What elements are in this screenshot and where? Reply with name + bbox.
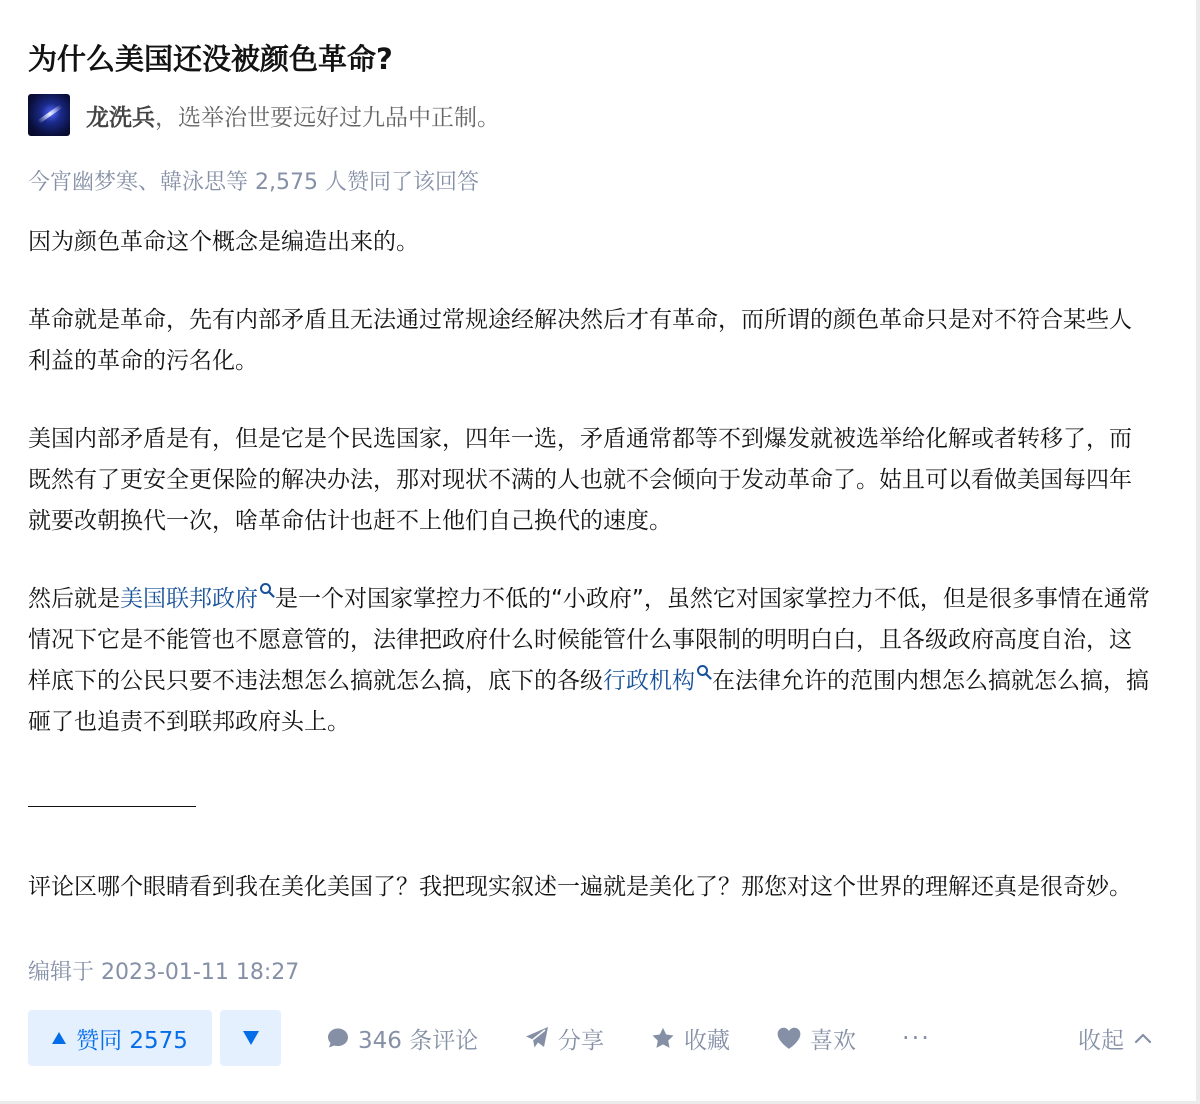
link-us-federal-government[interactable]: 美国联邦政府	[120, 586, 258, 612]
author-bio: ，选举治世要远好过九品中正制。	[155, 104, 500, 131]
triangle-up-icon	[52, 1032, 66, 1044]
comment-label: 346 条评论	[358, 1027, 479, 1054]
paragraph-3: 美国内部矛盾是有，但是它是个民选国家，四年一选，矛盾通常都等不到爆发就被选举给化解或者转移了，而既然有了更安全更保险的解决办法，那对现状不满的人也就不会倾向于发动革命了。姑且可以看做美国每四年就要改朝换代一次，啥革命估计也赶不上他们自己换代的速度。	[28, 426, 1132, 534]
avatar[interactable]	[28, 94, 70, 136]
share-label: 分享	[558, 1027, 604, 1054]
question-title[interactable]: 为什么美国还没被颜色革命?	[28, 42, 393, 76]
more-button[interactable]: ···	[902, 1024, 931, 1052]
share-icon	[524, 1026, 550, 1050]
vote-up-label: 赞同 2575	[76, 1027, 188, 1054]
paragraph-2: 革命就是革命，先有内部矛盾且无法通过常规途经解决然后才有革命，而所谓的颜色革命只是对不符合某些人利益的革命的污名化。	[28, 307, 1132, 374]
comment-button[interactable]	[326, 1010, 478, 1066]
paragraph-4-part-2: 是一个对国家掌控力不低的“小政府”，虽然它对国家掌控力不低，但是很多事情在通常情况下它是不能管也不愿意管的，法律把政府什么时候能管什么事限制的明明白白，且各级政府高度自治，这样底下的公民只要不违法想怎么搞就怎么搞，底下的各级	[28, 586, 1150, 694]
star-icon	[650, 1026, 676, 1051]
edited-time[interactable]: 编辑于 2023-01-11 18:27	[28, 960, 300, 985]
paragraph-4	[28, 579, 1152, 743]
vote-down-button[interactable]	[220, 1010, 281, 1066]
vote-up-button[interactable]	[28, 1010, 212, 1066]
search-icon[interactable]	[259, 582, 275, 598]
paragraph-5: 评论区哪个眼睛看到我在美化美国了？我把现实叙述一遍就是美化了？那您对这个世界的理解还真是很奇妙。	[28, 874, 1132, 900]
search-icon[interactable]	[696, 664, 712, 680]
paragraph-4-part-1: 然后就是	[28, 586, 120, 612]
divider-line	[28, 806, 196, 807]
collapse-label: 收起	[1078, 1027, 1124, 1054]
favorite-label: 收藏	[684, 1027, 730, 1054]
paragraph-4-part-3: 在法律允许的范围内想怎么搞就怎么搞，搞砸了也追责不到联邦政府头上。	[28, 668, 1149, 735]
link-administrative-agency[interactable]: 行政机构	[603, 668, 695, 694]
chevron-up-icon	[1134, 1032, 1152, 1044]
comment-icon	[326, 1026, 350, 1050]
frame-border-right	[1196, 0, 1200, 1104]
author-info	[28, 94, 500, 136]
triangle-down-icon	[243, 1031, 259, 1045]
collapse-button[interactable]	[1078, 1010, 1152, 1066]
share-button[interactable]	[524, 1010, 604, 1066]
paragraph-1: 因为颜色革命这个概念是编造出来的。	[28, 229, 419, 255]
like-label: 喜欢	[810, 1027, 856, 1054]
author-name[interactable]: 龙洗兵	[86, 104, 155, 131]
like-button[interactable]	[776, 1010, 856, 1066]
action-bar	[28, 1010, 1152, 1066]
favorite-button[interactable]	[650, 1010, 730, 1066]
voters-summary[interactable]: 今宵幽梦寒、韓泳思等 2,575 人赞同了该回答	[28, 170, 479, 195]
answer-content	[28, 222, 1152, 908]
heart-icon	[776, 1026, 802, 1050]
